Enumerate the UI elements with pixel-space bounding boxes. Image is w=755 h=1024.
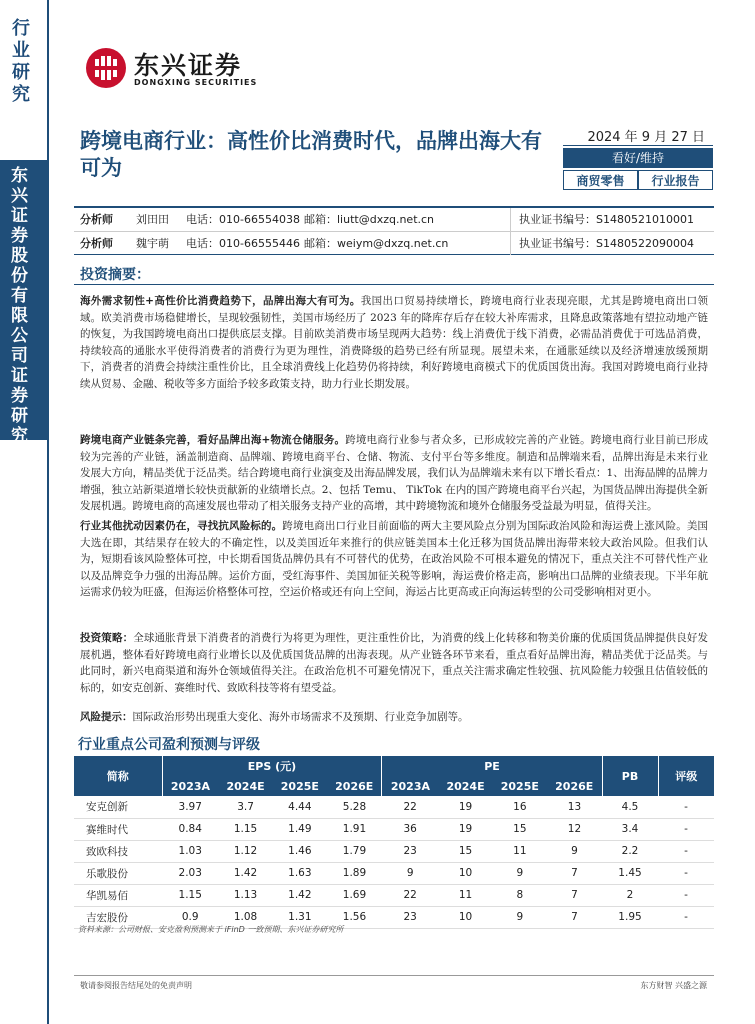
year-header: 2023A — [382, 776, 438, 796]
analyst-email: 邮箱：weiym@dxzq.net.cn — [304, 236, 449, 250]
pe-cell: 11 — [438, 884, 492, 906]
paragraph-lead: 风险提示： — [80, 711, 133, 723]
pe-cell: 12 — [547, 818, 602, 840]
company-logo — [86, 44, 266, 100]
eps-cell: 1.63 — [273, 862, 327, 884]
eps-cell: 3.7 — [218, 796, 272, 818]
tag-type: 行业报告 — [638, 170, 713, 190]
summary-paragraph — [80, 293, 708, 393]
pe-cell: 22 — [382, 884, 438, 906]
paragraph-lead: 行业其他扰动因素仍在，寻找抗风险标的。 — [80, 520, 283, 532]
logo-english-name: DONGXING SECURITIES — [134, 78, 258, 87]
year-header: 2026E — [547, 776, 602, 796]
pe-cell: 22 — [382, 796, 438, 818]
col-rating-header: 评级 — [658, 756, 714, 796]
analyst-phone: 电话：010-66554038 — [186, 213, 300, 226]
pe-cell: 7 — [547, 862, 602, 884]
footer-rule — [74, 975, 714, 976]
paragraph-text: 全球通胀背景下消费者的消费行为将更为理性，更注重性价比，为消费的线上化转移和物美价廉的优质国货品牌提供良好发展机遇，整体看好跨境电商行业增长以及优质国货品牌的出海表现。从产业链各环节来看，重点看好品牌出海，精品类优于泛品类。与此同时，新兴电商渠道和海外仓领域值得关注。在政治危机不可避免情况下，重点关注需求确定性较强、抗风险能力较强且估值较低的标的，如安克创新、赛维时代、致欧科技等将有望受益。 — [80, 632, 708, 694]
eps-cell: 0.84 — [162, 818, 218, 840]
pb-cell: 1.45 — [602, 862, 658, 884]
pe-cell: 15 — [493, 818, 547, 840]
pe-cell: 19 — [438, 796, 492, 818]
logo-emblem-icon — [86, 48, 126, 88]
sidebar — [0, 0, 47, 1024]
col-pb-header: PB — [602, 756, 658, 796]
eps-cell: 1.08 — [218, 906, 272, 928]
paragraph-text: 国际政治形势出现重大变化、海外市场需求不及预期、行业竞争加剧等。 — [132, 711, 469, 723]
analyst-name: 魏宇萌 — [136, 236, 169, 250]
summary-heading: 投资摘要： — [80, 267, 150, 283]
analyst-label: 分析师 — [80, 213, 113, 226]
eps-cell: 1.79 — [327, 840, 382, 862]
eps-cell: 1.03 — [162, 840, 218, 862]
company-name-cell: 吉宏股份 — [74, 906, 162, 928]
col-pe-header: PE — [382, 756, 602, 776]
pe-cell: 23 — [382, 906, 438, 928]
rating-cell: - — [658, 884, 714, 906]
logo-name: 东兴证券 — [134, 51, 243, 80]
pe-cell: 13 — [547, 796, 602, 818]
pb-cell: 4.5 — [602, 796, 658, 818]
eps-cell: 1.15 — [218, 818, 272, 840]
year-header: 2026E — [327, 776, 382, 796]
paragraph-text: 我国出口贸易持续增长，跨境电商行业表现亮眼，尤其是跨境电商出口领域。欧美消费市场稳健增长，呈现较强韧性，美国市场经历了 2023 年的降库存后存在较大补库需求，且降息政策落地有望拉动地产链的恢复，为我国跨境电商出口提供底层支撑。目前欧美消费市场呈现两大趋势：线上消费优于线下消费，必需品消费优于可选品消费，持续较高的通胀水平使得消费者的消费行为更为理性，消费降级的趋势已经有所显现。展望未来，在通胀延续以及经济增速放缓预期下，消费者的消费会持续注重性价比，且全球消费线上化趋势仍将持续，利好跨境电商模式下的优质国货出海。我国对跨境电商行业持续从贸易、金融、税收等多方面给予较多政策支持，助力行业长期发展。 — [80, 295, 709, 390]
pe-cell: 10 — [438, 906, 492, 928]
eps-cell: 1.42 — [273, 884, 327, 906]
eps-cell: 5.28 — [327, 796, 382, 818]
table-row — [74, 884, 714, 906]
pe-cell: 10 — [438, 862, 492, 884]
company-name-cell: 致欧科技 — [74, 840, 162, 862]
sidebar-top — [0, 0, 47, 130]
paragraph-text: 跨境电商出口行业目前面临的两大主要风险点分别为国际政治风险和海运费上涨风险。美国大选在即，其结果存在较大的不确定性，以及美国近年来推行的供应链美国本土化迁移为国货品牌出海带来较大政治风险。但我们认为，短期看该风险整体可控，中长期看国货品牌仍具有不可替代的优势，在政治风险不可根本避免的情况下，重点关注不可替代性产业以及品牌竞争力强的出海品牌。运价方面，受红海事件、美国加征关税等影响，海运费价格走高，影响出口品牌的业绩表现。下半年航运需求仍较为旺盛，但海运价格整体可控，空运价格或还有向上空间，海运占比更高或正向海运转型的公司受影响相对更小。 — [80, 520, 709, 599]
eps-cell: 1.13 — [218, 884, 272, 906]
pe-cell: 15 — [438, 840, 492, 862]
pb-cell: 1.95 — [602, 906, 658, 928]
pb-cell: 3.4 — [602, 818, 658, 840]
report-tags — [563, 170, 713, 190]
table-row — [74, 796, 714, 818]
company-report-label: 东兴证券股份有限公司证券研究报告 — [11, 166, 28, 486]
summary-paragraph — [80, 432, 708, 515]
eps-cell: 1.89 — [327, 862, 382, 884]
paragraph-lead: 跨境电商产业链条完善，看好品牌出海+物流仓储服务。 — [80, 434, 346, 446]
pe-cell: 8 — [493, 884, 547, 906]
analyst-phone: 电话：010-66555446 — [186, 236, 300, 250]
summary-paragraph — [80, 630, 708, 696]
company-name-cell: 华凯易佰 — [74, 884, 162, 906]
eps-cell: 1.49 — [273, 818, 327, 840]
tag-sector: 商贸零售 — [563, 170, 638, 190]
rating-cell: - — [658, 818, 714, 840]
col-eps-header: EPS (元) — [162, 756, 382, 776]
table-row — [74, 862, 714, 884]
pe-cell: 9 — [493, 862, 547, 884]
earnings-forecast-table — [74, 756, 714, 929]
col-name-header: 简称 — [74, 756, 162, 796]
year-header: 2023A — [162, 776, 218, 796]
rating-cell: - — [658, 840, 714, 862]
eps-cell: 1.42 — [218, 862, 272, 884]
data-source-note: 资料来源：公司财报、安克盈利预测来于 iFinD 一致预期、东兴证券研究所 — [78, 925, 344, 934]
pe-cell: 7 — [547, 906, 602, 928]
table-body — [74, 796, 714, 928]
paragraph-text: 跨境电商行业参与者众多，已形成较完善的产业链。跨境电商行业目前已形成较为完善的产业链，涵盖制造商、品牌端、跨境电商平台、仓储、物流、支付平台等多维度。制造和品牌端来看，品牌出海是未来行业发展大方向，精品类优于泛品类。结合跨境电商行业演变及出海品牌发展，我们认为品牌端未来有以下增长看点：1、出海品牌的品牌力增强，独立站新渠道增长较快贡献新的业绩增长点。2、包括 Temu、 TikTok 在内的国产跨境电商平台兴起，为国货品牌出海提供全新发展机遇。跨境电商的高速发展也带动了相关服务支持产业的高增，其中跨境物流和境外仓储服务受益最为明显，值得关注。 — [80, 434, 709, 513]
eps-cell: 3.97 — [162, 796, 218, 818]
rating-badge: 看好/维持 — [563, 148, 713, 168]
eps-cell: 1.69 — [327, 884, 382, 906]
eps-cell: 4.44 — [273, 796, 327, 818]
footer-disclaimer: 敬请参阅报告结尾处的免责声明 — [80, 981, 192, 990]
pe-cell: 23 — [382, 840, 438, 862]
company-name-cell: 赛维时代 — [74, 818, 162, 840]
summary-rule — [74, 284, 714, 285]
company-name-cell: 安克创新 — [74, 796, 162, 818]
table-row — [74, 840, 714, 862]
sidebar-divider — [47, 0, 49, 1024]
analyst-cert: 执业证书编号：S1480521010001 — [510, 208, 714, 231]
year-header: 2025E — [273, 776, 327, 796]
eps-cell: 1.46 — [273, 840, 327, 862]
analyst-name: 刘田田 — [136, 213, 169, 226]
summary-paragraph — [80, 709, 708, 726]
pe-cell: 16 — [493, 796, 547, 818]
eps-cell: 1.15 — [162, 884, 218, 906]
footer-slogan: 东方财智 兴盛之源 — [640, 981, 707, 990]
eps-cell: 0.9 — [162, 906, 218, 928]
analyst-cert: 执业证书编号：S1480522090004 — [510, 232, 714, 255]
company-name-cell: 乐歌股份 — [74, 862, 162, 884]
pe-cell: 9 — [382, 862, 438, 884]
analyst-table — [74, 206, 714, 255]
summary-paragraph — [80, 518, 708, 601]
eps-cell: 2.03 — [162, 862, 218, 884]
pe-cell: 7 — [547, 884, 602, 906]
analyst-row — [74, 208, 714, 231]
rating-cell: - — [658, 796, 714, 818]
pe-cell: 19 — [438, 818, 492, 840]
year-header: 2025E — [493, 776, 547, 796]
eps-cell: 1.91 — [327, 818, 382, 840]
sidebar-band — [0, 160, 47, 486]
pe-cell: 9 — [547, 840, 602, 862]
paragraph-lead: 投资策略： — [80, 632, 134, 644]
year-header: 2024E — [438, 776, 492, 796]
report-date: 2024 年 9 月 27 日 — [563, 126, 713, 146]
eps-cell: 1.56 — [327, 906, 382, 928]
rating-cell: - — [658, 906, 714, 928]
table-title: 行业重点公司盈利预测与评级 — [78, 737, 260, 753]
table-row — [74, 818, 714, 840]
analyst-email: 邮箱：liutt@dxzq.net.cn — [304, 213, 435, 226]
analyst-row — [74, 231, 714, 254]
report-title: 跨境电商行业：高性价比消费时代，品牌出海大有可为 — [80, 129, 542, 180]
eps-cell: 1.12 — [218, 840, 272, 862]
pb-cell: 2 — [602, 884, 658, 906]
pb-cell: 2.2 — [602, 840, 658, 862]
report-category-label: 行业研究 — [12, 18, 30, 105]
pe-cell: 11 — [493, 840, 547, 862]
eps-cell: 1.31 — [273, 906, 327, 928]
analyst-label: 分析师 — [80, 236, 113, 250]
pe-cell: 36 — [382, 818, 438, 840]
year-header: 2024E — [218, 776, 272, 796]
pe-cell: 9 — [493, 906, 547, 928]
rating-cell: - — [658, 862, 714, 884]
paragraph-lead: 海外需求韧性+高性价比消费趋势下，品牌出海大有可为。 — [80, 295, 361, 307]
